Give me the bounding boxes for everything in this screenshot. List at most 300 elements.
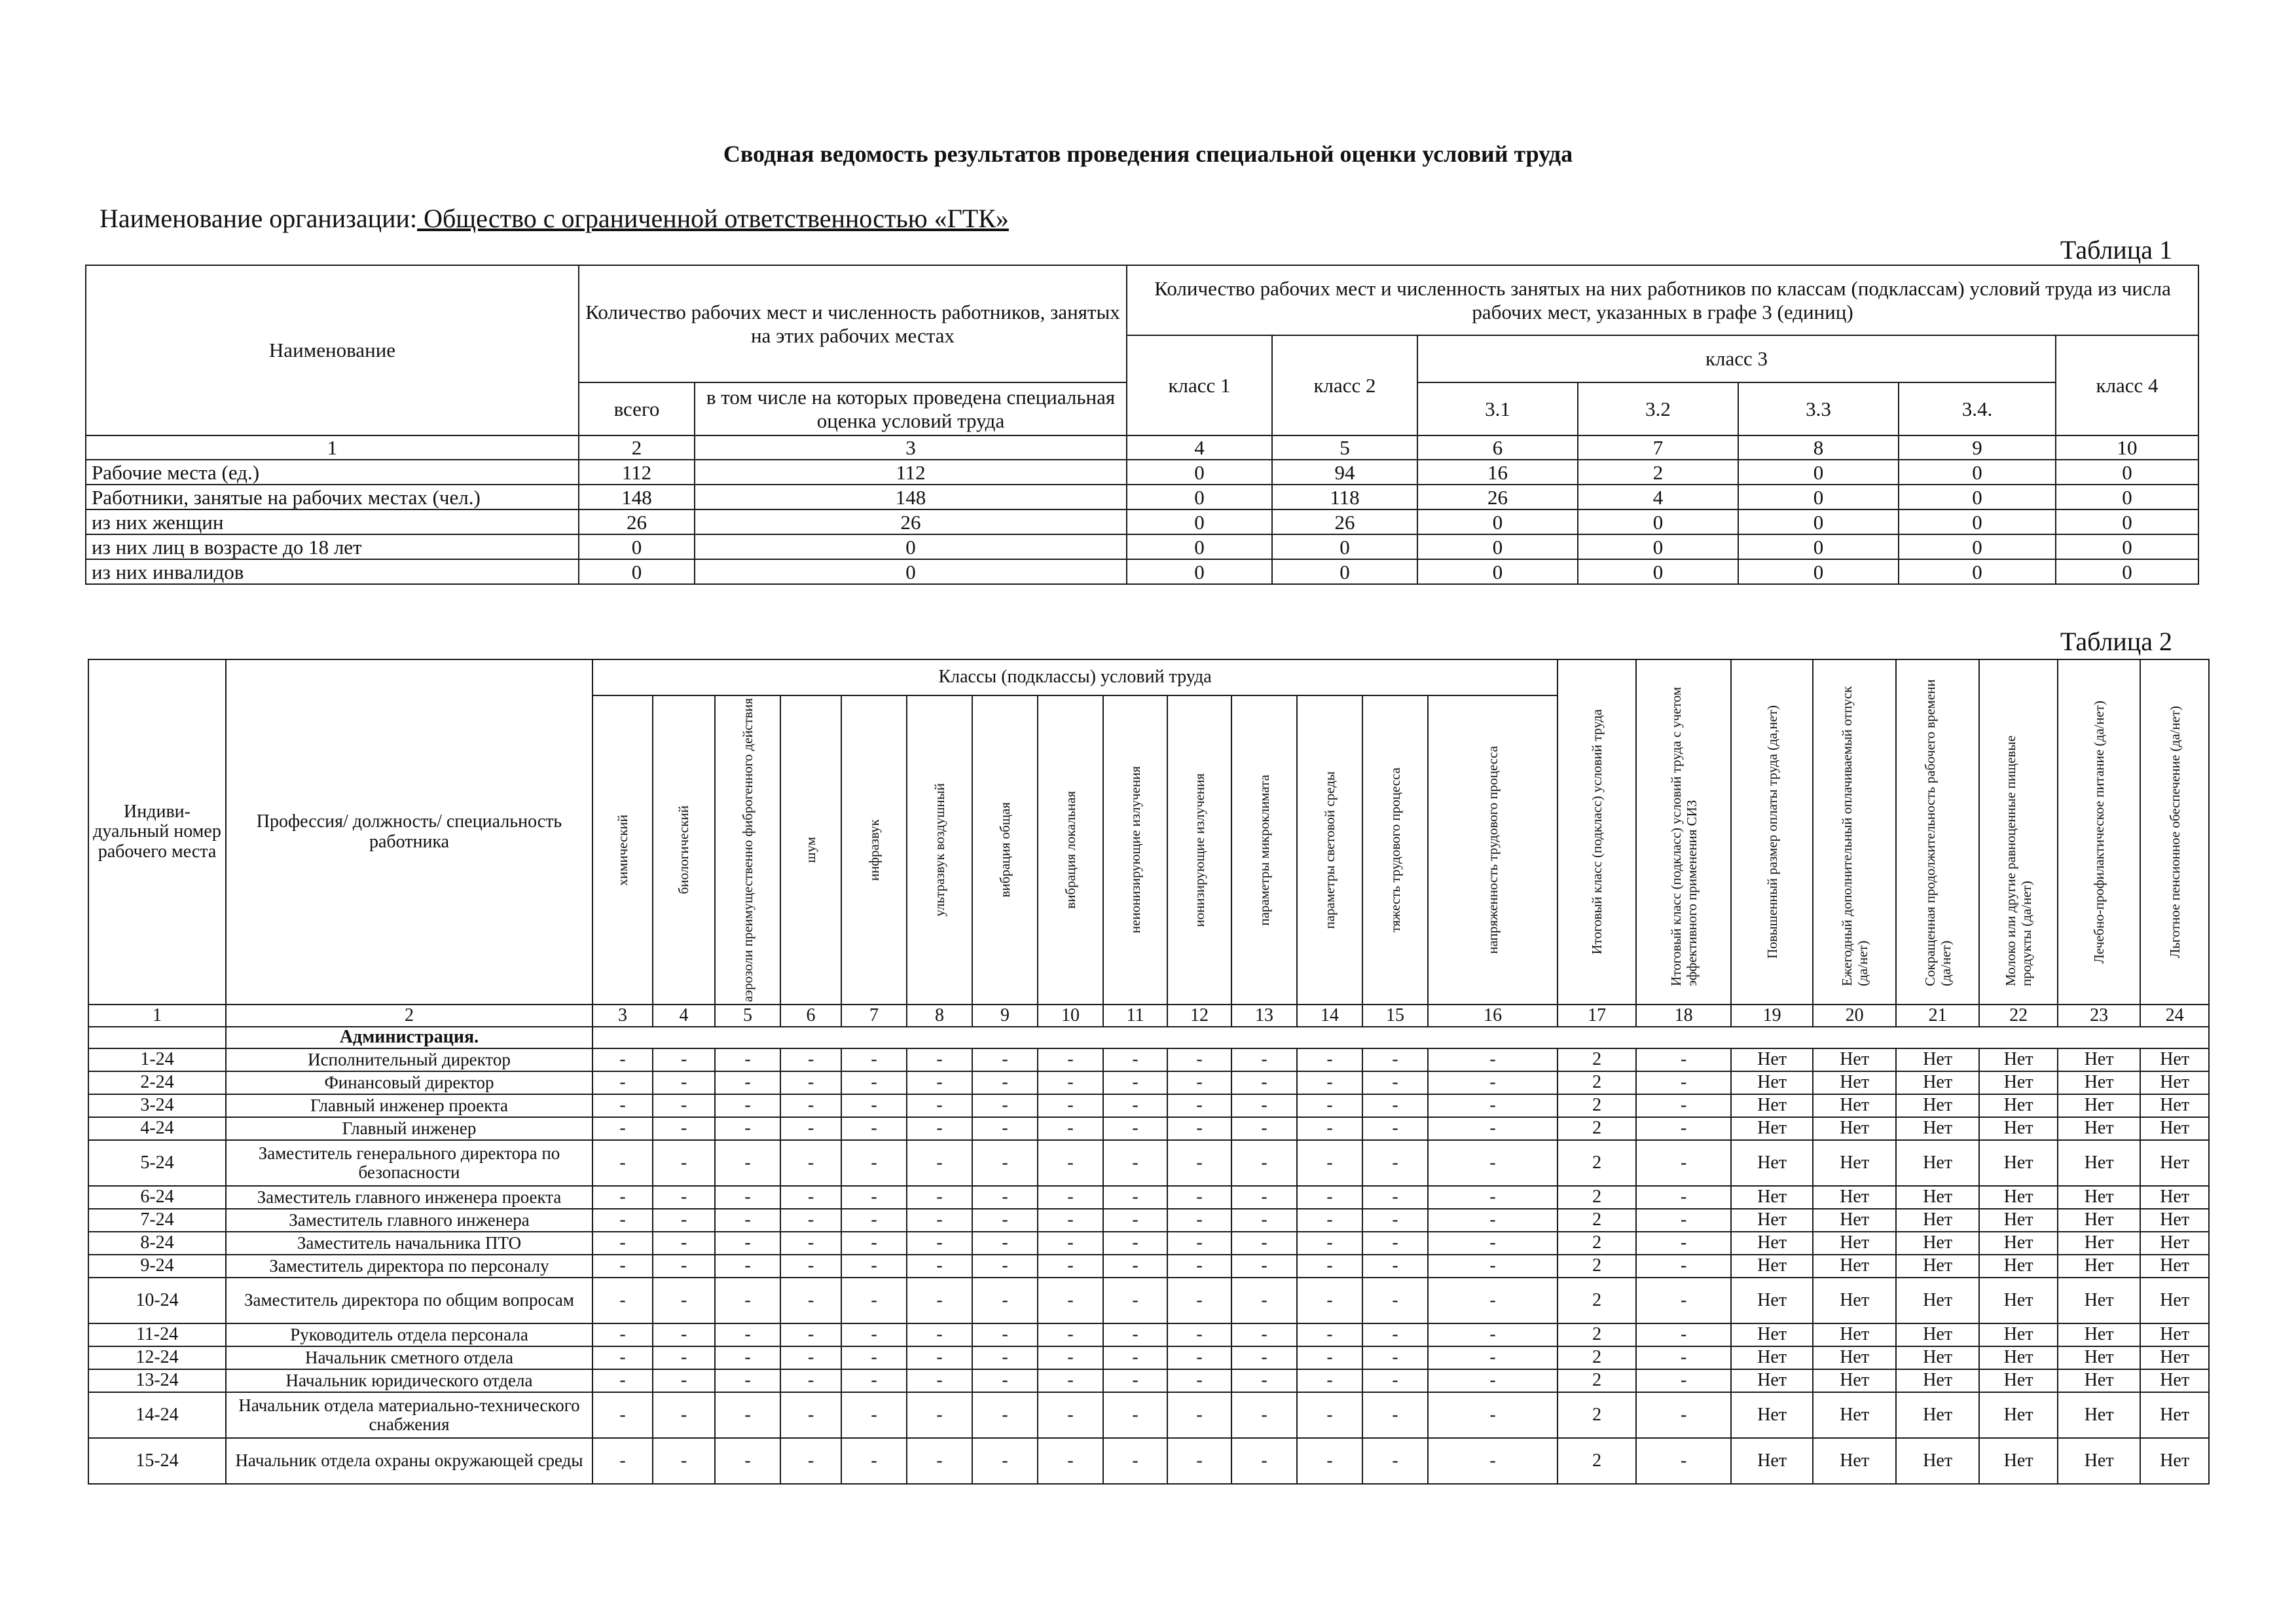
t2-factor-cell: - xyxy=(715,1392,780,1438)
t2-factor-cell: - xyxy=(1167,1140,1231,1186)
t1-header-classes-group: Количество рабочих мест и численность занятых на них работников по классам (подклассам) условий труда из числа рабочих мест, указанных в графе 3 (единиц) xyxy=(1127,265,2198,335)
t2-benefit-cell: Нет xyxy=(1979,1071,2058,1094)
t2-factor-cell: - xyxy=(1103,1232,1167,1255)
t2-factor-cell: - xyxy=(1362,1071,1428,1094)
t2-colnum: 8 xyxy=(907,1005,972,1027)
table-row xyxy=(88,1438,2209,1484)
t1-cell: 0 xyxy=(1899,534,2056,559)
t2-colnum: 13 xyxy=(1231,1005,1297,1027)
t1-colnum: 9 xyxy=(1899,435,2056,460)
t2-row-id: 15-24 xyxy=(88,1438,226,1484)
t2-factor-cell: - xyxy=(1428,1438,1558,1484)
t2-benefit-cell: Нет xyxy=(2140,1071,2209,1094)
t2-final-class: 2 xyxy=(1558,1392,1636,1438)
t2-factor-cell: - xyxy=(907,1438,972,1484)
t2-colnum: 6 xyxy=(780,1005,841,1027)
table-row xyxy=(88,1369,2209,1392)
t2-factor-cell: - xyxy=(592,1209,653,1232)
t2-factor-cell: - xyxy=(1428,1392,1558,1438)
t2-benefit-cell: Нет xyxy=(1813,1186,1896,1209)
t2-factor-cell: - xyxy=(972,1392,1038,1438)
t2-colnum: 23 xyxy=(2058,1005,2140,1027)
t2-factor-cell: - xyxy=(1103,1346,1167,1369)
t2-factor-cell: - xyxy=(1231,1140,1297,1186)
t2-row-profession: Главный инженер проекта xyxy=(226,1094,592,1117)
t2-colnum: 12 xyxy=(1167,1005,1231,1027)
t2-factor-cell: - xyxy=(1297,1094,1362,1117)
t2-factor-cell: - xyxy=(653,1232,715,1255)
t2-header-factor xyxy=(1167,695,1231,1005)
t2-benefit-cell: Нет xyxy=(2140,1255,2209,1278)
t1-header-sub32: 3.2 xyxy=(1578,382,1738,435)
t2-row-profession: Заместитель главного инженера проекта xyxy=(226,1186,592,1209)
t2-row-profession: Начальник сметного отдела xyxy=(226,1346,592,1369)
t2-header-benefit-text: Повышенный размер оплаты труда (да,нет) xyxy=(1764,705,1780,959)
t2-benefit-cell: Нет xyxy=(2058,1346,2140,1369)
t2-factor-cell: - xyxy=(1297,1392,1362,1438)
t2-header-factor-wrap xyxy=(717,698,778,1002)
t2-factor-cell: - xyxy=(653,1323,715,1346)
t1-cell: 0 xyxy=(1127,485,1272,509)
table-row xyxy=(88,1071,2209,1094)
t2-benefit-cell: Нет xyxy=(1979,1209,2058,1232)
t2-factor-cell: - xyxy=(715,1369,780,1392)
t2-factor-cell: - xyxy=(841,1438,907,1484)
t1-cell: 0 xyxy=(1899,460,2056,485)
t2-benefit-cell: Нет xyxy=(1979,1186,2058,1209)
t1-cell: 2 xyxy=(1578,460,1738,485)
t2-header-factor-wrap xyxy=(909,783,970,917)
t2-factor-cell: - xyxy=(1428,1094,1558,1117)
t1-header-name: Наименование xyxy=(86,265,579,435)
t2-benefit-cell: Нет xyxy=(1731,1232,1813,1255)
t2-colnum: 7 xyxy=(841,1005,907,1027)
table-row xyxy=(88,1094,2209,1117)
t2-final-class-siz: - xyxy=(1636,1346,1731,1369)
t2-section-id-cell xyxy=(88,1027,226,1048)
t1-cell: 0 xyxy=(695,559,1127,584)
t2-final-class-siz: - xyxy=(1636,1232,1731,1255)
t2-factor-cell: - xyxy=(1167,1392,1231,1438)
t2-benefit-cell: Нет xyxy=(1896,1369,1979,1392)
t2-header-benefit-text: Ежегодный дополнительный оплачиваемый отпуск (да/нет) xyxy=(1838,686,1870,986)
t2-benefit-cell: Нет xyxy=(1979,1232,2058,1255)
t2-factor-cell: - xyxy=(653,1346,715,1369)
t2-final-class-siz: - xyxy=(1636,1071,1731,1094)
t2-benefit-cell: Нет xyxy=(1896,1048,1979,1071)
t2-row-profession: Начальник отдела охраны окружающей среды xyxy=(226,1438,592,1484)
t1-cell: 26 xyxy=(695,509,1127,534)
t1-cell: 0 xyxy=(1738,460,1899,485)
t2-header-benefit-text: Льготное пенсионное обеспечение (да/нет) xyxy=(2166,705,2183,959)
t1-cell: 0 xyxy=(1127,509,1272,534)
t2-factor-cell: - xyxy=(715,1071,780,1094)
t2-factor-cell: - xyxy=(907,1071,972,1094)
t1-cell: 112 xyxy=(579,460,695,485)
t2-header-factor-wrap xyxy=(843,819,905,881)
t2-factor-cell: - xyxy=(653,1209,715,1232)
t1-colnum: 5 xyxy=(1272,435,1417,460)
t1-cell: 118 xyxy=(1272,485,1417,509)
t2-benefit-cell: Нет xyxy=(2058,1094,2140,1117)
t2-factor-cell: - xyxy=(1297,1117,1362,1140)
t2-factor-cell: - xyxy=(780,1071,841,1094)
t2-factor-cell: - xyxy=(1362,1255,1428,1278)
t2-header-factor xyxy=(592,695,653,1005)
t2-row-profession: Главный инженер xyxy=(226,1117,592,1140)
t2-factor-cell: - xyxy=(1038,1392,1103,1438)
t2-factor-cell: - xyxy=(1038,1140,1103,1186)
t2-final-class: 2 xyxy=(1558,1048,1636,1071)
t2-header-factor-text: вибрация локальная xyxy=(1062,791,1078,909)
t2-row-id: 6-24 xyxy=(88,1186,226,1209)
t2-colnum: 18 xyxy=(1636,1005,1731,1027)
t2-row-profession: Заместитель директора по общим вопросам xyxy=(226,1278,592,1323)
t1-cell: 0 xyxy=(1417,534,1578,559)
t2-final-class-siz: - xyxy=(1636,1438,1731,1484)
t2-header-factor-wrap xyxy=(1364,767,1426,932)
t2-benefit-cell: Нет xyxy=(2058,1369,2140,1392)
t2-factor-cell: - xyxy=(972,1048,1038,1071)
t2-colnum: 2 xyxy=(226,1005,592,1027)
t2-header-factor xyxy=(1231,695,1297,1005)
t2-factor-cell: - xyxy=(653,1369,715,1392)
t2-benefit-cell: Нет xyxy=(1731,1209,1813,1232)
t1-cell: 26 xyxy=(1272,509,1417,534)
t2-header-factor-wrap xyxy=(1105,766,1165,933)
t2-header-factor-wrap xyxy=(1430,746,1556,954)
t2-header-benefit xyxy=(1896,659,1979,1005)
t2-header-benefit xyxy=(1731,659,1813,1005)
t2-final-class: 2 xyxy=(1558,1278,1636,1323)
t2-benefit-cell: Нет xyxy=(1979,1392,2058,1438)
t2-factor-cell: - xyxy=(592,1140,653,1186)
t2-benefit-cell: Нет xyxy=(2058,1186,2140,1209)
t2-header-factor xyxy=(1428,695,1558,1005)
t2-factor-cell: - xyxy=(715,1232,780,1255)
t2-benefit-cell: Нет xyxy=(2140,1278,2209,1323)
t2-final-class-siz: - xyxy=(1636,1369,1731,1392)
t2-header-benefit xyxy=(1979,659,2058,1005)
t2-factor-cell: - xyxy=(907,1117,972,1140)
t2-factor-cell: - xyxy=(841,1323,907,1346)
t2-benefit-cell: Нет xyxy=(1813,1232,1896,1255)
t2-benefit-cell: Нет xyxy=(1813,1369,1896,1392)
t2-factor-cell: - xyxy=(907,1094,972,1117)
t1-cell: 0 xyxy=(1127,559,1272,584)
t2-row-id: 8-24 xyxy=(88,1232,226,1255)
t2-header-factor-wrap xyxy=(655,805,713,894)
t2-header-factor-wrap xyxy=(974,802,1036,897)
t2-header-factor-text: аэрозоли преимущественно фиброгенного действия xyxy=(739,697,756,1003)
t2-factor-cell: - xyxy=(715,1255,780,1278)
t2-colnum: 9 xyxy=(972,1005,1038,1027)
t2-factor-cell: - xyxy=(592,1369,653,1392)
t2-factor-cell: - xyxy=(592,1048,653,1071)
t2-benefit-cell: Нет xyxy=(1896,1117,1979,1140)
t2-benefit-cell: Нет xyxy=(1979,1094,2058,1117)
t2-factor-cell: - xyxy=(1297,1323,1362,1346)
t1-cell: 0 xyxy=(1272,559,1417,584)
t2-factor-cell: - xyxy=(907,1140,972,1186)
t2-factor-cell: - xyxy=(1362,1278,1428,1323)
t2-factor-cell: - xyxy=(1038,1071,1103,1094)
t1-header-total: всего xyxy=(579,382,695,435)
t2-factor-cell: - xyxy=(1297,1438,1362,1484)
t2-factor-cell: - xyxy=(1103,1117,1167,1140)
t2-factor-cell: - xyxy=(592,1255,653,1278)
t2-benefit-cell: Нет xyxy=(2058,1438,2140,1484)
t1-cell: 0 xyxy=(1738,534,1899,559)
t2-header-final-class xyxy=(1558,659,1636,1005)
t2-final-class: 2 xyxy=(1558,1209,1636,1232)
t2-final-class: 2 xyxy=(1558,1117,1636,1140)
t2-factor-cell: - xyxy=(1038,1438,1103,1484)
t2-row-id: 14-24 xyxy=(88,1392,226,1438)
t2-header-benefit xyxy=(2140,659,2209,1005)
table-row xyxy=(86,509,2198,534)
t2-factor-cell: - xyxy=(715,1186,780,1209)
t2-benefit-cell: Нет xyxy=(1731,1255,1813,1278)
t2-header-factor-text: инфразвук xyxy=(866,819,882,881)
t2-factor-cell: - xyxy=(1231,1323,1297,1346)
t2-benefit-cell: Нет xyxy=(2058,1323,2140,1346)
t1-cell: 0 xyxy=(1899,559,2056,584)
t2-factor-cell: - xyxy=(1103,1209,1167,1232)
t2-factor-cell: - xyxy=(780,1048,841,1071)
t2-row-id: 3-24 xyxy=(88,1094,226,1117)
t2-factor-cell: - xyxy=(1428,1071,1558,1094)
t2-final-class-siz: - xyxy=(1636,1117,1731,1140)
t2-factor-cell: - xyxy=(1038,1255,1103,1278)
t2-factor-cell: - xyxy=(1297,1278,1362,1323)
t2-factor-cell: - xyxy=(1167,1048,1231,1071)
t2-factor-cell: - xyxy=(1362,1048,1428,1071)
t1-row-name: из них женщин xyxy=(86,509,579,534)
t2-benefit-cell: Нет xyxy=(1813,1140,1896,1186)
t2-benefit-cell: Нет xyxy=(1979,1140,2058,1186)
t2-factor-cell: - xyxy=(1362,1438,1428,1484)
t2-row-id: 11-24 xyxy=(88,1323,226,1346)
t1-header-class1: класс 1 xyxy=(1127,335,1272,435)
t2-benefit-cell: Нет xyxy=(2140,1186,2209,1209)
t2-row-profession: Финансовый директор xyxy=(226,1071,592,1094)
t2-factor-cell: - xyxy=(1362,1094,1428,1117)
t2-colnum: 16 xyxy=(1428,1005,1558,1027)
t2-header-factor xyxy=(907,695,972,1005)
organization-label: Наименование организации: xyxy=(100,204,418,233)
t1-row-name: Рабочие места (ед.) xyxy=(86,460,579,485)
t2-factor-cell: - xyxy=(780,1278,841,1323)
t2-factor-cell: - xyxy=(1428,1117,1558,1140)
t2-factor-cell: - xyxy=(1038,1232,1103,1255)
t2-factor-cell: - xyxy=(1231,1346,1297,1369)
t2-factor-cell: - xyxy=(841,1094,907,1117)
t2-factor-cell: - xyxy=(1038,1209,1103,1232)
t2-row-id: 1-24 xyxy=(88,1048,226,1071)
t2-factor-cell: - xyxy=(972,1117,1038,1140)
t2-header-benefit-text: Сокращенная продолжительность рабочего времени (да/нет) xyxy=(1922,678,1954,986)
t2-section-label: Администрация. xyxy=(226,1027,592,1048)
t2-factor-cell: - xyxy=(1167,1117,1231,1140)
t2-factor-cell: - xyxy=(972,1323,1038,1346)
t2-factor-cell: - xyxy=(780,1438,841,1484)
t2-factor-cell: - xyxy=(1231,1186,1297,1209)
t2-benefit-cell: Нет xyxy=(1731,1048,1813,1071)
t2-factor-cell: - xyxy=(841,1278,907,1323)
t2-factor-cell: - xyxy=(592,1117,653,1140)
t2-factor-cell: - xyxy=(1428,1255,1558,1278)
summary-table xyxy=(85,265,2199,585)
t2-benefit-cell: Нет xyxy=(1896,1255,1979,1278)
t2-colnum: 5 xyxy=(715,1005,780,1027)
t2-benefit-cell: Нет xyxy=(2140,1323,2209,1346)
t2-factor-cell: - xyxy=(592,1323,653,1346)
t1-cell: 148 xyxy=(579,485,695,509)
t2-benefit-cell: Нет xyxy=(1813,1346,1896,1369)
t2-header-factor-text: вибрация общая xyxy=(996,802,1013,898)
t1-header-class4: класс 4 xyxy=(2056,335,2198,435)
table-row xyxy=(86,559,2198,584)
t2-factor-cell: - xyxy=(653,1048,715,1071)
t2-factor-cell: - xyxy=(1103,1094,1167,1117)
t1-row-name: из них инвалидов xyxy=(86,559,579,584)
t2-factor-cell: - xyxy=(1038,1186,1103,1209)
t1-cell: 112 xyxy=(695,460,1127,485)
table-row xyxy=(88,1186,2209,1209)
t2-factor-cell: - xyxy=(1297,1255,1362,1278)
t2-row-profession: Начальник юридического отдела xyxy=(226,1369,592,1392)
t2-benefit-cell: Нет xyxy=(1813,1071,1896,1094)
t2-header-classes-group: Классы (подклассы) условий труда xyxy=(592,659,1558,695)
t2-row-id: 4-24 xyxy=(88,1117,226,1140)
t1-cell: 0 xyxy=(1272,534,1417,559)
t2-factor-cell: - xyxy=(1428,1323,1558,1346)
t2-row-id: 2-24 xyxy=(88,1071,226,1094)
t2-row-id: 7-24 xyxy=(88,1209,226,1232)
t2-colnum: 20 xyxy=(1813,1005,1896,1027)
t1-colnum: 7 xyxy=(1578,435,1738,460)
t2-factor-cell: - xyxy=(1297,1186,1362,1209)
t2-colnum: 14 xyxy=(1297,1005,1362,1027)
t2-benefit-cell: Нет xyxy=(1731,1117,1813,1140)
t2-factor-cell: - xyxy=(653,1094,715,1117)
t2-benefit-cell: Нет xyxy=(1979,1438,2058,1484)
t2-benefit-cell: Нет xyxy=(1979,1323,2058,1346)
t2-factor-cell: - xyxy=(1362,1323,1428,1346)
t2-factor-cell: - xyxy=(1231,1117,1297,1140)
t2-row-id: 10-24 xyxy=(88,1278,226,1323)
t1-colnum: 6 xyxy=(1417,435,1578,460)
t2-factor-cell: - xyxy=(780,1209,841,1232)
t2-factor-cell: - xyxy=(1231,1438,1297,1484)
t2-colnum: 19 xyxy=(1731,1005,1813,1027)
t2-header-factor xyxy=(715,695,780,1005)
t2-benefit-cell: Нет xyxy=(1896,1071,1979,1094)
t1-header-class3: класс 3 xyxy=(1417,335,2056,382)
t2-header-factor-text: шум xyxy=(803,837,819,863)
t2-factor-cell: - xyxy=(1428,1369,1558,1392)
t2-factor-cell: - xyxy=(1167,1369,1231,1392)
t2-factor-cell: - xyxy=(907,1278,972,1323)
t2-final-class-siz: - xyxy=(1636,1048,1731,1071)
t1-header-count-group: Количество рабочих мест и численность работников, занятых на этих рабочих местах xyxy=(579,265,1127,382)
table-row xyxy=(88,1232,2209,1255)
t2-header-id: Индиви-дуальный номер рабочего места xyxy=(88,659,226,1005)
t2-header-factor-text: ультразвук воздушный xyxy=(931,783,947,917)
t2-factor-cell: - xyxy=(780,1094,841,1117)
t2-factor-cell: - xyxy=(907,1232,972,1255)
t2-final-class: 2 xyxy=(1558,1255,1636,1278)
t2-factor-cell: - xyxy=(1231,1255,1297,1278)
t1-colnum: 3 xyxy=(695,435,1127,460)
t2-factor-cell: - xyxy=(1103,1255,1167,1278)
t2-factor-cell: - xyxy=(1231,1071,1297,1094)
t2-benefit-cell: Нет xyxy=(1813,1392,1896,1438)
t2-factor-cell: - xyxy=(1297,1209,1362,1232)
t2-factor-cell: - xyxy=(1167,1438,1231,1484)
t2-factor-cell: - xyxy=(841,1071,907,1094)
t2-benefit-cell: Нет xyxy=(1896,1392,1979,1438)
t2-factor-cell: - xyxy=(1428,1140,1558,1186)
t2-factor-cell: - xyxy=(653,1392,715,1438)
t2-benefit-cell: Нет xyxy=(1979,1278,2058,1323)
t2-benefit-cell: Нет xyxy=(1896,1438,1979,1484)
t1-cell: 0 xyxy=(1578,559,1738,584)
t2-factor-cell: - xyxy=(907,1186,972,1209)
t2-benefit-cell: Нет xyxy=(2140,1232,2209,1255)
t2-factor-cell: - xyxy=(1428,1209,1558,1232)
t2-header-factor xyxy=(653,695,715,1005)
t2-factor-cell: - xyxy=(972,1094,1038,1117)
t2-benefit-cell: Нет xyxy=(2140,1117,2209,1140)
t2-factor-cell: - xyxy=(841,1369,907,1392)
t2-benefit-cell: Нет xyxy=(2140,1048,2209,1071)
t2-factor-cell: - xyxy=(1297,1346,1362,1369)
t2-factor-cell: - xyxy=(1362,1346,1428,1369)
t2-factor-cell: - xyxy=(1038,1117,1103,1140)
t2-factor-cell: - xyxy=(1167,1323,1231,1346)
t2-header-factor-text: тяжесть трудового процесса xyxy=(1387,767,1403,932)
t2-row-profession: Заместитель директора по персоналу xyxy=(226,1255,592,1278)
t2-factor-cell: - xyxy=(592,1278,653,1323)
t2-factor-cell: - xyxy=(907,1048,972,1071)
t2-row-profession: Заместитель начальника ПТО xyxy=(226,1232,592,1255)
t2-benefit-cell: Нет xyxy=(1896,1278,1979,1323)
table-row xyxy=(88,1323,2209,1346)
t2-factor-cell: - xyxy=(653,1071,715,1094)
t2-factor-cell: - xyxy=(907,1392,972,1438)
t2-factor-cell: - xyxy=(1167,1071,1231,1094)
t2-factor-cell: - xyxy=(780,1232,841,1255)
t2-factor-cell: - xyxy=(907,1346,972,1369)
t2-final-class: 2 xyxy=(1558,1094,1636,1117)
t1-cell: 0 xyxy=(1417,559,1578,584)
t2-factor-cell: - xyxy=(1362,1186,1428,1209)
t2-factor-cell: - xyxy=(1038,1323,1103,1346)
t2-factor-cell: - xyxy=(972,1232,1038,1255)
t2-factor-cell: - xyxy=(780,1346,841,1369)
t2-factor-cell: - xyxy=(715,1346,780,1369)
t2-benefit-cell: Нет xyxy=(1731,1140,1813,1186)
t2-factor-cell: - xyxy=(653,1278,715,1323)
t2-factor-cell: - xyxy=(1297,1232,1362,1255)
t2-factor-cell: - xyxy=(907,1209,972,1232)
t2-benefit-cell: Нет xyxy=(1731,1071,1813,1094)
t1-cell: 0 xyxy=(2056,559,2198,584)
t1-header-sub33: 3.3 xyxy=(1738,382,1899,435)
t2-header-benefit xyxy=(1813,659,1896,1005)
